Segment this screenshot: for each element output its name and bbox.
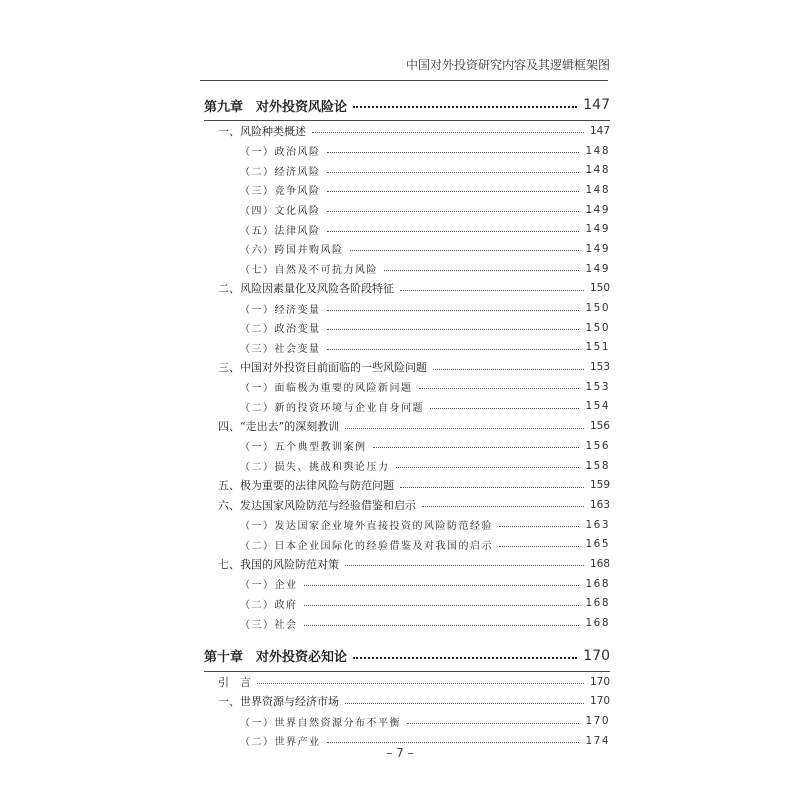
dot-leader bbox=[327, 742, 580, 743]
entry-text: （一）政治风险 bbox=[240, 147, 321, 159]
entry-page: 153 bbox=[585, 380, 610, 393]
subsection-entry bbox=[204, 613, 610, 633]
entry-text: 二、风险因素量化及风险各阶段特征 bbox=[218, 282, 394, 296]
entry-page: 148 bbox=[585, 144, 610, 157]
subsection-entry bbox=[204, 180, 610, 200]
entry-page: 150 bbox=[589, 282, 610, 295]
entry-text: 六、发达国家风险防范与经验借鉴和启示 bbox=[218, 498, 416, 512]
entry-page: 168 bbox=[585, 597, 610, 610]
entry-text: （三）竞争风险 bbox=[240, 186, 321, 198]
dot-leader bbox=[327, 172, 580, 173]
dot-leader bbox=[433, 369, 584, 370]
subsection-entry bbox=[204, 397, 610, 417]
dot-leader bbox=[373, 447, 580, 448]
entry-page: 159 bbox=[589, 479, 610, 492]
entry-text: （六）跨国并购风险 bbox=[240, 245, 344, 257]
running-header: 中国对外投资研究内容及其逻辑框架图 bbox=[405, 58, 610, 72]
entry-text: （三）社会 bbox=[240, 619, 298, 631]
table-of-contents bbox=[204, 92, 610, 751]
chapter-title: 第九章 对外投资风险论 bbox=[204, 99, 348, 115]
subsection-entry bbox=[204, 259, 610, 279]
dot-leader bbox=[327, 310, 580, 311]
dot-leader bbox=[327, 211, 580, 212]
subsection-entry bbox=[204, 515, 610, 535]
entry-text: （一）面临极为重要的风险新问题 bbox=[240, 383, 413, 395]
chapter-page: 170 bbox=[583, 647, 610, 664]
entry-text: （二）损失、挑战和舆论压力 bbox=[240, 462, 390, 474]
section-entry bbox=[204, 121, 610, 141]
dot-leader bbox=[257, 683, 584, 684]
chapter-heading bbox=[204, 92, 610, 118]
section-entry bbox=[204, 495, 610, 515]
header-rule bbox=[200, 80, 608, 81]
entry-page: 150 bbox=[585, 302, 610, 315]
chapter-heading bbox=[204, 643, 610, 669]
entry-text: 一、风险种类概述 bbox=[218, 124, 306, 138]
entry-page: 148 bbox=[585, 164, 610, 177]
subsection-entry bbox=[204, 141, 610, 161]
entry-text: （四）文化风险 bbox=[240, 206, 321, 218]
entry-text: （一）世界自然资源分布不平衡 bbox=[240, 717, 401, 729]
entry-page: 149 bbox=[585, 242, 610, 255]
dot-leader bbox=[345, 428, 584, 429]
entry-page: 153 bbox=[589, 361, 610, 374]
entry-text: （二）政治变量 bbox=[240, 324, 321, 336]
dot-leader bbox=[327, 329, 580, 330]
entry-text: （五）法律风险 bbox=[240, 225, 321, 237]
entry-page: 168 bbox=[589, 557, 610, 570]
subsection-entry bbox=[204, 711, 610, 731]
dot-leader bbox=[327, 152, 580, 153]
entry-text: （二）新的投资环境与企业自身问题 bbox=[240, 402, 424, 414]
dot-leader bbox=[384, 270, 579, 271]
dot-leader bbox=[499, 526, 579, 527]
dot-leader bbox=[400, 290, 584, 291]
entry-page: 163 bbox=[589, 498, 610, 511]
section-entry bbox=[204, 475, 610, 495]
entry-page: 149 bbox=[585, 203, 610, 216]
entry-text: 四、“走出去”的深刻教训 bbox=[218, 420, 340, 434]
entry-text: （二）政府 bbox=[240, 599, 298, 611]
entry-page: 170 bbox=[589, 675, 610, 688]
entry-text: （二）日本企业国际化的经验借鉴及对我国的启示 bbox=[240, 540, 493, 552]
dot-leader bbox=[353, 106, 577, 108]
subsection-entry bbox=[204, 318, 610, 338]
section-entry bbox=[204, 692, 610, 712]
section-entry bbox=[204, 672, 610, 692]
entry-page: 156 bbox=[585, 439, 610, 452]
dot-leader bbox=[304, 605, 580, 606]
entry-text: （一）企业 bbox=[240, 580, 298, 592]
subsection-entry bbox=[204, 338, 610, 358]
dot-leader bbox=[430, 408, 579, 409]
entry-page: 148 bbox=[585, 183, 610, 196]
subsection-entry bbox=[204, 160, 610, 180]
entry-text: 一、世界资源与经济市场 bbox=[218, 695, 339, 709]
subsection-entry bbox=[204, 534, 610, 554]
entry-page: 170 bbox=[585, 715, 610, 728]
subsection-entry bbox=[204, 239, 610, 259]
section-entry bbox=[204, 416, 610, 436]
subsection-entry bbox=[204, 594, 610, 614]
chapter-title: 第十章 对外投资必知论 bbox=[204, 650, 348, 666]
dot-leader bbox=[419, 388, 580, 389]
entry-page: 151 bbox=[585, 341, 610, 354]
dot-leader bbox=[304, 585, 580, 586]
dot-leader bbox=[422, 506, 584, 507]
dot-leader bbox=[327, 191, 580, 192]
entry-text: 五、极为重要的法律风险与防范问题 bbox=[218, 479, 394, 493]
dot-leader bbox=[499, 546, 579, 547]
entry-page: 149 bbox=[585, 223, 610, 236]
dot-leader bbox=[345, 703, 584, 704]
subsection-entry bbox=[204, 298, 610, 318]
entry-page: 150 bbox=[585, 321, 610, 334]
section-entry bbox=[204, 554, 610, 574]
entry-page: 163 bbox=[585, 518, 610, 531]
dot-leader bbox=[400, 487, 584, 488]
entry-page: 147 bbox=[589, 124, 610, 137]
entry-text: （一）五个典型教训案例 bbox=[240, 442, 367, 454]
entry-text: 三、中国对外投资目前面临的一些风险问题 bbox=[218, 361, 427, 375]
dot-leader bbox=[407, 723, 579, 724]
entry-text: （七）自然及不可抗力风险 bbox=[240, 265, 378, 277]
entry-text: （二）世界产业 bbox=[240, 737, 321, 749]
entry-page: 154 bbox=[585, 400, 610, 413]
section-entry bbox=[204, 279, 610, 299]
entry-page: 156 bbox=[589, 420, 610, 433]
entry-page: 168 bbox=[585, 577, 610, 590]
dot-leader bbox=[327, 231, 580, 232]
dot-leader bbox=[327, 349, 580, 350]
dot-leader bbox=[304, 625, 580, 626]
dot-leader bbox=[353, 657, 577, 659]
dot-leader bbox=[312, 132, 584, 133]
entry-page: 158 bbox=[585, 459, 610, 472]
subsection-entry bbox=[204, 574, 610, 594]
subsection-entry bbox=[204, 219, 610, 239]
dot-leader bbox=[396, 467, 580, 468]
page-number: – 7 – bbox=[386, 746, 414, 760]
subsection-entry bbox=[204, 200, 610, 220]
subsection-entry bbox=[204, 456, 610, 476]
entry-text: （一）发达国家企业境外直接投资的风险防范经验 bbox=[240, 521, 493, 533]
section-entry bbox=[204, 357, 610, 377]
subsection-entry bbox=[204, 436, 610, 456]
chapter-gap bbox=[204, 633, 610, 643]
entry-page: 170 bbox=[589, 695, 610, 708]
entry-text: （三）社会变量 bbox=[240, 343, 321, 355]
entry-page: 168 bbox=[585, 617, 610, 630]
entry-text: 七、我国的风险防范对策 bbox=[218, 557, 339, 571]
dot-leader bbox=[350, 250, 580, 251]
entry-page: 149 bbox=[585, 262, 610, 275]
entry-text: （一）经济变量 bbox=[240, 304, 321, 316]
entry-page: 174 bbox=[585, 734, 610, 747]
entry-text: 引 言 bbox=[218, 675, 251, 689]
entry-page: 165 bbox=[585, 538, 610, 551]
chapter-page: 147 bbox=[583, 97, 610, 113]
dot-leader bbox=[345, 565, 584, 566]
subsection-entry bbox=[204, 377, 610, 397]
entry-text: （二）经济风险 bbox=[240, 166, 321, 178]
